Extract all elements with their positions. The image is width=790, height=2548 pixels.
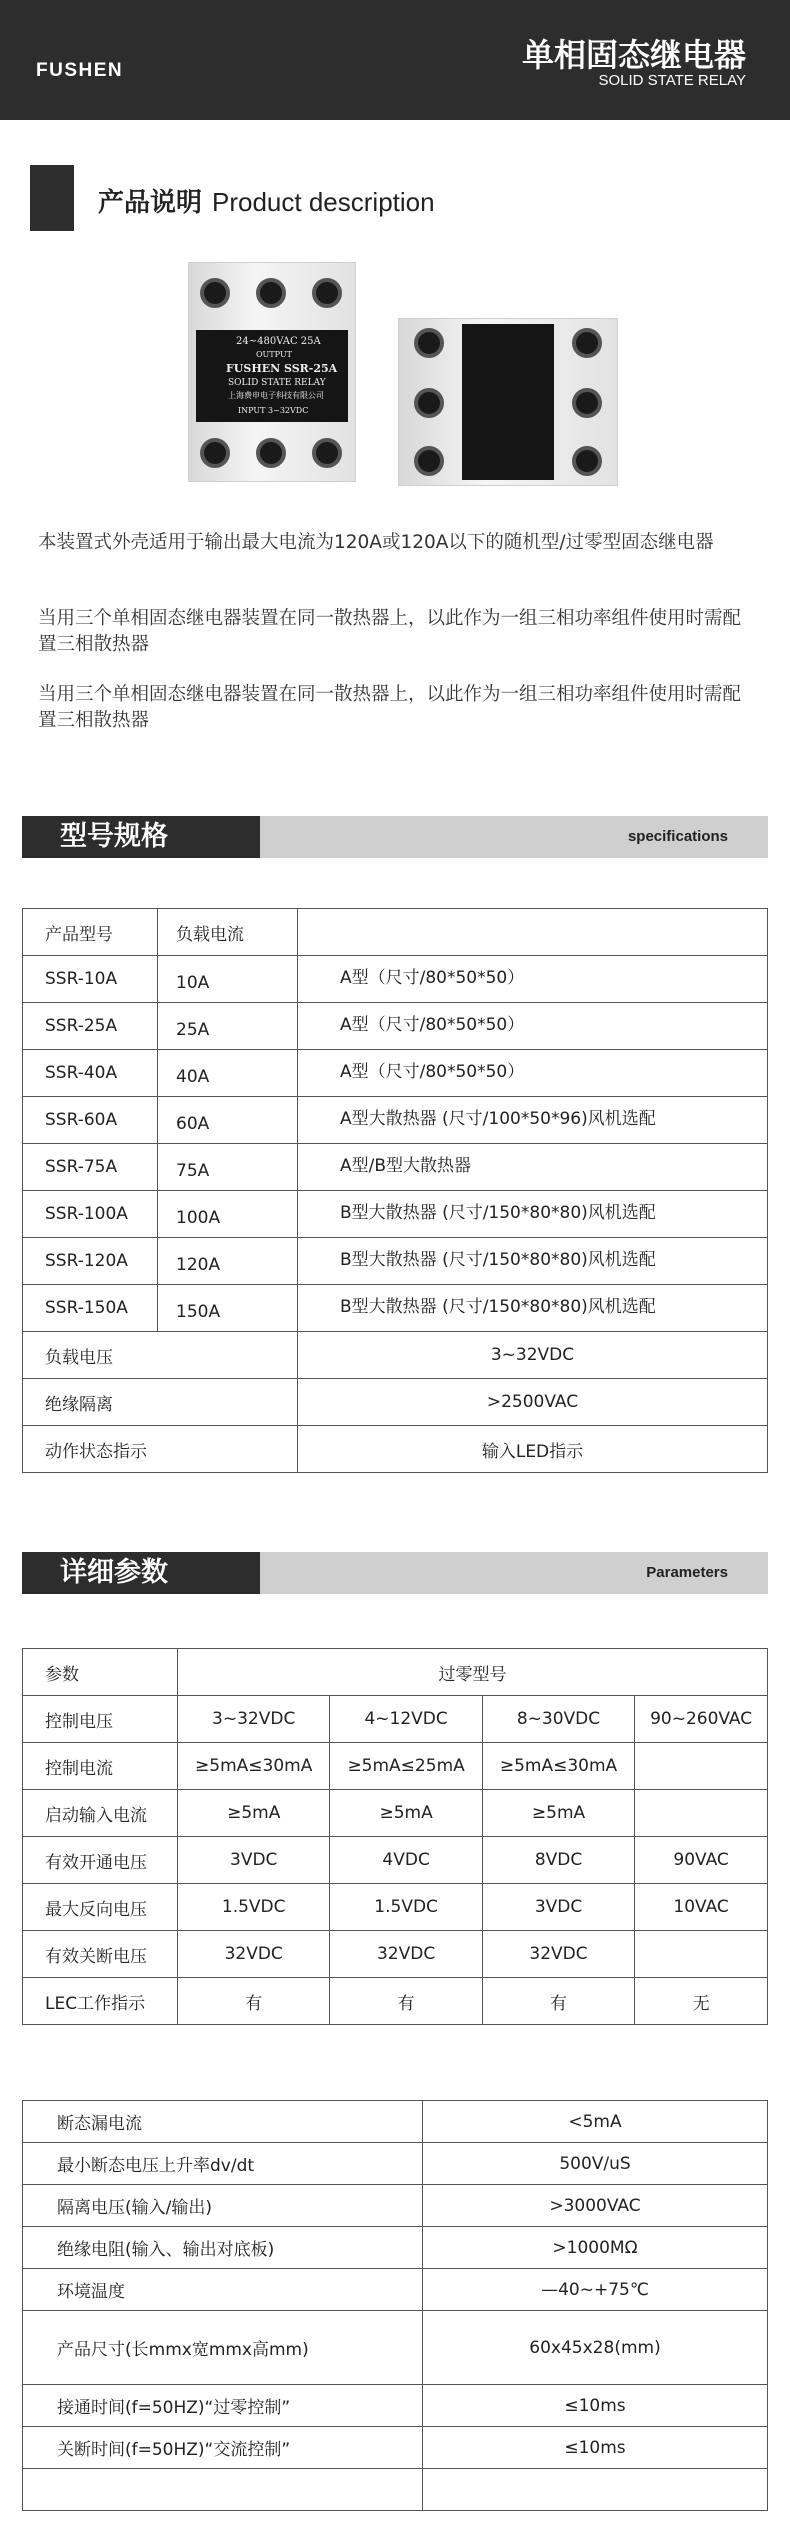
table-cell: 控制电压 (23, 1696, 178, 1743)
table-cell: A型（尺寸/80*50*50） (298, 956, 768, 1003)
table-cell: 1.5VDC (178, 1884, 330, 1931)
table-cell: 150A (158, 1285, 298, 1332)
table-cell: 25A (158, 1003, 298, 1050)
table-cell: A型（尺寸/80*50*50） (298, 1050, 768, 1097)
table-cell: 32VDC (482, 1931, 634, 1978)
description-paragraph: 当用三个单相固态继电器装置在同一散热器上，以此作为一组三相功率组件使用时需配置三相散热器 (38, 608, 742, 655)
table-cell (635, 1743, 768, 1790)
table-row (23, 2185, 768, 2227)
table-cell: 90~260VAC (635, 1696, 768, 1743)
table-cell: SSR-25A (23, 1003, 158, 1050)
table-row (23, 2469, 768, 2511)
table-cell: >2500VAC (298, 1379, 768, 1426)
table-cell: ≥5mA≤30mA (178, 1743, 330, 1790)
page-header (0, 0, 790, 120)
table-row (23, 2143, 768, 2185)
table-cell: 控制电流 (23, 1743, 178, 1790)
table-cell: 有 (330, 1978, 482, 2025)
table-cell: 3~32VDC (178, 1696, 330, 1743)
table-row (23, 1978, 768, 2025)
table-cell: ≥5mA (482, 1790, 634, 1837)
table-cell: 4VDC (330, 1837, 482, 1884)
section-marker (30, 165, 74, 231)
table-row (23, 1332, 768, 1379)
table-cell: ≥5mA (178, 1790, 330, 1837)
table-row (23, 1426, 768, 1473)
table-cell: ≥5mA (330, 1790, 482, 1837)
table-cell: 3VDC (178, 1837, 330, 1884)
mount-hole-icon (414, 446, 444, 476)
table-cell: A型（尺寸/80*50*50） (298, 1003, 768, 1050)
table-row (23, 2311, 768, 2385)
param-section-en: Parameters (646, 1564, 728, 1581)
table-cell: SSR-150A (23, 1285, 158, 1332)
spec-section-title: 型号规格 (22, 816, 260, 858)
table-cell: 75A (158, 1144, 298, 1191)
table-row (23, 2101, 768, 2143)
param-section-header (22, 1552, 768, 1594)
table-cell: A型/B型大散热器 (298, 1144, 768, 1191)
table-cell: 启动输入电流 (23, 1790, 178, 1837)
table-row (23, 956, 768, 1003)
table-cell: 断态漏电流 (23, 2101, 423, 2143)
table-cell: A型大散热器 (尺寸/100*50*96)风机选配 (298, 1097, 768, 1144)
table-cell: 10VAC (635, 1884, 768, 1931)
spec-section-en: specifications (627, 828, 728, 845)
table-cell: —40~+75℃ (423, 2269, 768, 2311)
table-row (23, 1696, 768, 1743)
table-cell: 32VDC (330, 1931, 482, 1978)
table-cell: 500V/uS (423, 2143, 768, 2185)
table-cell: <5mA (423, 2101, 768, 2143)
table-cell: 动作状态指示 (23, 1426, 298, 1473)
table-header-row (23, 909, 768, 956)
relay-side-image (398, 318, 618, 486)
description-title-en: Product description (212, 187, 435, 217)
table-row (23, 1144, 768, 1191)
table-cell: B型大散热器 (尺寸/150*80*80)风机选配 (298, 1285, 768, 1332)
table-cell: 3~32VDC (298, 1332, 768, 1379)
description-paragraph: 当用三个单相固态继电器装置在同一散热器上，以此作为一组三相功率组件使用时需配置三相散热器 (38, 684, 742, 731)
table-cell: 最大反向电压 (23, 1884, 178, 1931)
table-row (23, 1837, 768, 1884)
table-cell: LEC工作指示 (23, 1978, 178, 2025)
mount-hole-icon (256, 438, 286, 468)
table-header-cell: 产品型号 (23, 909, 158, 956)
mount-hole-icon (200, 438, 230, 468)
table-cell: SSR-40A (23, 1050, 158, 1097)
table-header-cell: 负载电流 (158, 909, 298, 956)
spec-table (22, 908, 768, 1473)
table-cell: 有效关断电压 (23, 1931, 178, 1978)
table-row (23, 1884, 768, 1931)
table-cell: 4~12VDC (330, 1696, 482, 1743)
table-row (23, 1379, 768, 1426)
table-cell: 输入LED指示 (298, 1426, 768, 1473)
table-cell: 负载电压 (23, 1332, 298, 1379)
mount-hole-icon (572, 388, 602, 418)
table-cell (423, 2469, 768, 2511)
table-row (23, 1097, 768, 1144)
relay-front-image: 24~480VAC 25A OUTPUT FUSHEN SSR-25A SOLID STATE RELAY 上海费申电子科技有限公司 INPUT 3~32VDC (188, 262, 356, 482)
table-row (23, 1238, 768, 1285)
param-table (22, 1648, 768, 2025)
table-cell: >1000MΩ (423, 2227, 768, 2269)
table-cell: 8~30VDC (482, 1696, 634, 1743)
description-paragraph: 本装置式外壳适用于输出最大电流为120A或120A以下的随机型/过零型固态继电器 (38, 532, 714, 553)
table-row (23, 2427, 768, 2469)
table-cell: SSR-100A (23, 1191, 158, 1238)
table-cell: 32VDC (178, 1931, 330, 1978)
table-cell: 环境温度 (23, 2269, 423, 2311)
table-cell: 产品尺寸(长mmx宽mmx高mm) (23, 2311, 423, 2385)
extra-spec-table (22, 2100, 768, 2511)
brand-logo: FUSHEN (36, 60, 124, 81)
table-cell: B型大散热器 (尺寸/150*80*80)风机选配 (298, 1238, 768, 1285)
table-cell (635, 1931, 768, 1978)
table-row (23, 1285, 768, 1332)
table-header-cell (298, 909, 768, 956)
table-header-cell: 过零型号 (178, 1649, 768, 1696)
table-row (23, 1003, 768, 1050)
mount-hole-icon (572, 328, 602, 358)
table-cell: 120A (158, 1238, 298, 1285)
table-header-row (23, 1649, 768, 1696)
table-row (23, 1050, 768, 1097)
mount-hole-icon (200, 278, 230, 308)
table-cell: 接通时间(f=50HZ)“过零控制” (23, 2385, 423, 2427)
param-section-title: 详细参数 (22, 1552, 260, 1594)
table-row (23, 1743, 768, 1790)
table-cell: B型大散热器 (尺寸/150*80*80)风机选配 (298, 1191, 768, 1238)
mount-hole-icon (256, 278, 286, 308)
table-cell: 8VDC (482, 1837, 634, 1884)
table-row (23, 1790, 768, 1837)
table-cell: 100A (158, 1191, 298, 1238)
table-row (23, 1191, 768, 1238)
spec-section-header (22, 816, 768, 858)
table-cell: 3VDC (482, 1884, 634, 1931)
table-row (23, 2385, 768, 2427)
table-cell (635, 1790, 768, 1837)
page-title: 单相固态继电器 (521, 36, 746, 74)
mount-hole-icon (414, 388, 444, 418)
description-heading (98, 182, 435, 219)
mount-hole-icon (312, 278, 342, 308)
page-subtitle: SOLID STATE RELAY (598, 72, 746, 89)
table-cell: 60x45x28(mm) (423, 2311, 768, 2385)
table-cell: 1.5VDC (330, 1884, 482, 1931)
table-cell: 有效开通电压 (23, 1837, 178, 1884)
table-cell: 90VAC (635, 1837, 768, 1884)
table-cell: 关断时间(f=50HZ)“交流控制” (23, 2427, 423, 2469)
table-cell: 有 (482, 1978, 634, 2025)
table-cell: 10A (158, 956, 298, 1003)
table-cell: 绝缘电阻(输入、输出对底板) (23, 2227, 423, 2269)
mount-hole-icon (312, 438, 342, 468)
table-row (23, 2269, 768, 2311)
table-cell: SSR-60A (23, 1097, 158, 1144)
table-cell: SSR-75A (23, 1144, 158, 1191)
mount-hole-icon (414, 328, 444, 358)
table-cell: ≥5mA≤30mA (482, 1743, 634, 1790)
table-cell: 绝缘隔离 (23, 1379, 298, 1426)
mount-hole-icon (572, 446, 602, 476)
table-cell (23, 2469, 423, 2511)
table-row (23, 1931, 768, 1978)
table-cell: 隔离电压(输入/输出) (23, 2185, 423, 2227)
table-cell: SSR-10A (23, 956, 158, 1003)
table-cell: ≥5mA≤25mA (330, 1743, 482, 1790)
table-row (23, 2227, 768, 2269)
description-title-cn: 产品说明 (98, 188, 203, 218)
table-cell: 40A (158, 1050, 298, 1097)
table-cell: 60A (158, 1097, 298, 1144)
table-header-cell: 参数 (23, 1649, 178, 1696)
table-cell: 最小断态电压上升率dv/dt (23, 2143, 423, 2185)
table-cell: ≤10ms (423, 2427, 768, 2469)
table-cell: 无 (635, 1978, 768, 2025)
table-cell: SSR-120A (23, 1238, 158, 1285)
table-cell: 有 (178, 1978, 330, 2025)
table-cell: ≤10ms (423, 2385, 768, 2427)
table-cell: >3000VAC (423, 2185, 768, 2227)
